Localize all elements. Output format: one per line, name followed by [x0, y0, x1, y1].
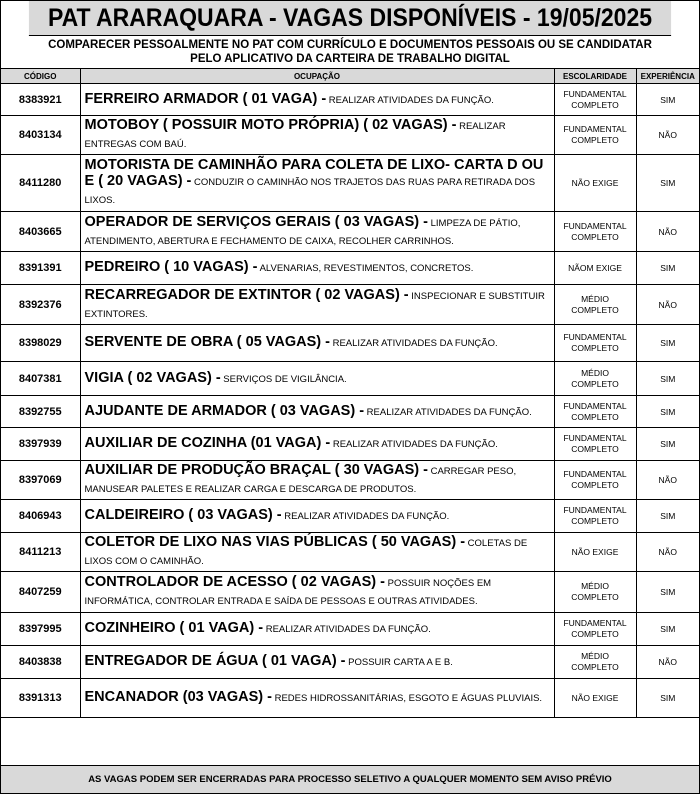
table-row [1, 285, 699, 325]
job-title: ENTREGADOR DE ÁGUA ( 01 VAGA) - [84, 653, 346, 669]
job-schooling: FUNDAMENTAL COMPLETO [554, 84, 636, 116]
job-schooling: FUNDAMENTAL COMPLETO [554, 325, 636, 362]
job-code: 8403665 [1, 212, 80, 252]
job-title: CONTROLADOR DE ACESSO ( 02 VAGAS) - [84, 574, 385, 590]
job-description: ALVENARIAS, REVESTIMENTOS, CONCRETOS. [257, 263, 474, 274]
job-occupation [80, 613, 554, 646]
job-experience: SIM [636, 252, 699, 285]
table-row [1, 533, 699, 572]
table-row [1, 362, 699, 396]
job-occupation [80, 461, 554, 500]
table-row [1, 116, 699, 155]
job-description: POSSUIR CARTA A E B. [345, 657, 453, 668]
job-schooling: FUNDAMENTAL COMPLETO [554, 613, 636, 646]
job-title: OPERADOR DE SERVIÇOS GERAIS ( 03 VAGAS) - [84, 213, 428, 230]
job-schooling: MÉDIO COMPLETO [554, 362, 636, 396]
job-occupation [80, 116, 554, 155]
job-experience: NÃO [636, 533, 699, 572]
job-description: LIMPEZA DE PÁTIO, ATENDIMENTO, ABERTURA E FECHAMENTO DE CAIXA, RECOLHER CARRINHOS. [84, 217, 521, 247]
job-experience: SIM [636, 84, 699, 116]
job-code: 8392376 [1, 285, 80, 325]
table-row [1, 212, 699, 252]
job-experience: NÃO [636, 285, 699, 325]
job-title: SERVENTE DE OBRA ( 05 VAGAS) - [84, 334, 330, 350]
table-row [1, 84, 699, 116]
table-row [1, 646, 699, 679]
job-code: 8397995 [1, 613, 80, 646]
job-schooling: FUNDAMENTAL COMPLETO [554, 428, 636, 461]
job-code: 8403134 [1, 116, 80, 155]
job-occupation [80, 396, 554, 428]
job-occupation [80, 646, 554, 679]
job-experience: SIM [636, 362, 699, 396]
job-description: INSPECIONAR E SUBSTITUIR EXTINTORES. [84, 290, 545, 320]
job-schooling: NÃO EXIGE [554, 679, 636, 718]
job-code: 8397939 [1, 428, 80, 461]
column-header-schooling: ESCOLARIDADE [554, 69, 636, 84]
job-title: AUXILIAR DE PRODUÇÃO BRAÇAL ( 30 VAGAS) - [84, 462, 428, 478]
job-title: MOTOBOY ( POSSUIR MOTO PRÓPRIA) ( 02 VAGAS) - [84, 117, 457, 133]
job-occupation [80, 679, 554, 718]
job-occupation [80, 155, 554, 212]
job-title: AUXILIAR DE COZINHA (01 VAGA) - [84, 435, 331, 451]
table-row [1, 325, 699, 362]
table-row [1, 461, 699, 500]
job-description: REALIZAR ATIVIDADES DA FUNÇÃO. [330, 439, 498, 450]
job-schooling: FUNDAMENTAL COMPLETO [554, 212, 636, 252]
job-schooling: MÉDIO COMPLETO [554, 285, 636, 325]
job-title: COZINHEIRO ( 01 VAGA) - [84, 620, 264, 636]
job-description: CARREGAR PESO, MANUSEAR PALETES E REALIZAR CARGA E DESCARGA DE PRODUTOS. [84, 466, 517, 495]
job-occupation [80, 212, 554, 252]
job-code: 8397069 [1, 461, 80, 500]
job-experience: SIM [636, 679, 699, 718]
job-occupation [80, 285, 554, 325]
job-schooling: FUNDAMENTAL COMPLETO [554, 500, 636, 533]
job-occupation [80, 84, 554, 116]
column-header-code: CÓDIGO [1, 69, 80, 84]
job-code: 8398029 [1, 325, 80, 362]
job-experience: SIM [636, 428, 699, 461]
job-description: CONDUZIR O CAMINHÃO NOS TRAJETOS DAS RUAS PARA RETIRADA DOS LIXOS. [84, 177, 536, 206]
job-title: VIGIA ( 02 VAGAS) - [84, 369, 221, 386]
job-experience: SIM [636, 396, 699, 428]
job-description: SERVIÇOS DE VIGILÂNCIA. [220, 373, 347, 385]
job-code: 8383921 [1, 84, 80, 116]
job-code: 8411280 [1, 155, 80, 212]
job-schooling: NÃOM EXIGE [554, 252, 636, 285]
job-experience: SIM [636, 155, 699, 212]
notice-line-2: PELO APLICATIVO DA CARTEIRA DE TRABALHO DIGITAL [190, 53, 510, 65]
table-row [1, 679, 699, 718]
job-code: 8403838 [1, 646, 80, 679]
job-title: COLETOR DE LIXO NAS VIAS PÚBLICAS ( 50 VAGAS) - [84, 534, 466, 550]
job-schooling: FUNDAMENTAL COMPLETO [554, 461, 636, 500]
job-occupation [80, 428, 554, 461]
job-schooling: MÉDIO COMPLETO [554, 572, 636, 613]
job-description: REALIZAR ATIVIDADES DA FUNÇÃO. [263, 624, 431, 635]
job-code: 8392755 [1, 396, 80, 428]
job-experience: SIM [636, 500, 699, 533]
job-schooling: MÉDIO COMPLETO [554, 646, 636, 679]
table-row [1, 572, 699, 613]
job-experience: NÃO [636, 116, 699, 155]
job-experience: SIM [636, 325, 699, 362]
job-occupation [80, 500, 554, 533]
job-occupation [80, 325, 554, 362]
table-row [1, 500, 699, 533]
job-code: 8406943 [1, 500, 80, 533]
job-schooling: NÃO EXIGE [554, 533, 636, 572]
job-title: FERREIRO ARMADOR ( 01 VAGA) - [84, 90, 327, 107]
job-schooling: FUNDAMENTAL COMPLETO [554, 396, 636, 428]
footer-disclaimer: AS VAGAS PODEM SER ENCERRADAS PARA PROCESSO SELETIVO A QUALQUER MOMENTO SEM AVISO PRÉVIO [1, 765, 699, 793]
job-code: 8407381 [1, 362, 80, 396]
table-row [1, 396, 699, 428]
job-title: MOTORISTA DE CAMINHÃO PARA COLETA DE LIXO- CARTA D OU E ( 20 VAGAS) - [84, 157, 544, 189]
job-title: RECARREGADOR DE EXTINTOR ( 02 VAGAS) - [84, 286, 409, 303]
job-experience: NÃO [636, 646, 699, 679]
table-row [1, 613, 699, 646]
job-description: REALIZAR ATIVIDADES DA FUNÇÃO. [329, 338, 498, 349]
job-description: REALIZAR ENTREGAS COM BAÚ. [84, 121, 506, 150]
job-schooling: FUNDAMENTAL COMPLETO [554, 116, 636, 155]
table-header-row [1, 69, 699, 84]
job-description: POSSUIR NOÇÕES EM INFORMÁTICA, CONTROLAR ENTRADA E SAÍDA DE PESSOAS E OUTRAS ATIVIDADES. [84, 578, 492, 607]
job-code: 8391313 [1, 679, 80, 718]
table-row [1, 252, 699, 285]
job-occupation [80, 252, 554, 285]
notice-line-1: COMPARECER PESSOALMENTE NO PAT COM CURRÍCULO E DOCUMENTOS PESSOAIS OU SE CANDIDATAR [48, 39, 652, 51]
job-description: REALIZAR ATIVIDADES DA FUNÇÃO. [326, 94, 494, 106]
jobs-table [1, 69, 699, 718]
job-code: 8407259 [1, 572, 80, 613]
page-title: PAT ARARAQUARA - VAGAS DISPONÍVEIS - 19/05/2025 [29, 1, 671, 36]
job-schooling: NÃO EXIGE [554, 155, 636, 212]
job-experience: NÃO [636, 212, 699, 252]
job-description: REALIZAR ATIVIDADES DA FUNÇÃO. [364, 406, 532, 418]
job-experience: NÃO [636, 461, 699, 500]
job-occupation [80, 572, 554, 613]
instructions-notice [1, 36, 699, 69]
job-description: REDES HIDROSSANITÁRIAS, ESGOTO E ÁGUAS PLUVIAIS. [271, 693, 543, 704]
job-experience: SIM [636, 572, 699, 613]
table-row [1, 428, 699, 461]
column-header-experience: EXPERIÊNCIA [636, 69, 699, 84]
column-header-occupation: OCUPAÇÃO [80, 69, 554, 84]
job-occupation [80, 362, 554, 396]
job-title: PEDREIRO ( 10 VAGAS) - [84, 259, 258, 275]
table-row [1, 155, 699, 212]
job-title: AJUDANTE DE ARMADOR ( 03 VAGAS) - [84, 402, 365, 419]
job-title: ENCANADOR (03 VAGAS) - [84, 689, 272, 705]
job-description: REALIZAR ATIVIDADES DA FUNÇÃO. [281, 511, 450, 522]
job-title: CALDEIREIRO ( 03 VAGAS) - [84, 507, 282, 523]
job-code: 8411213 [1, 533, 80, 572]
job-occupation [80, 533, 554, 572]
job-description: COLETAS DE LIXOS COM O CAMINHÃO. [84, 538, 528, 567]
job-code: 8391391 [1, 252, 80, 285]
job-experience: SIM [636, 613, 699, 646]
jobs-table-body [1, 84, 699, 718]
